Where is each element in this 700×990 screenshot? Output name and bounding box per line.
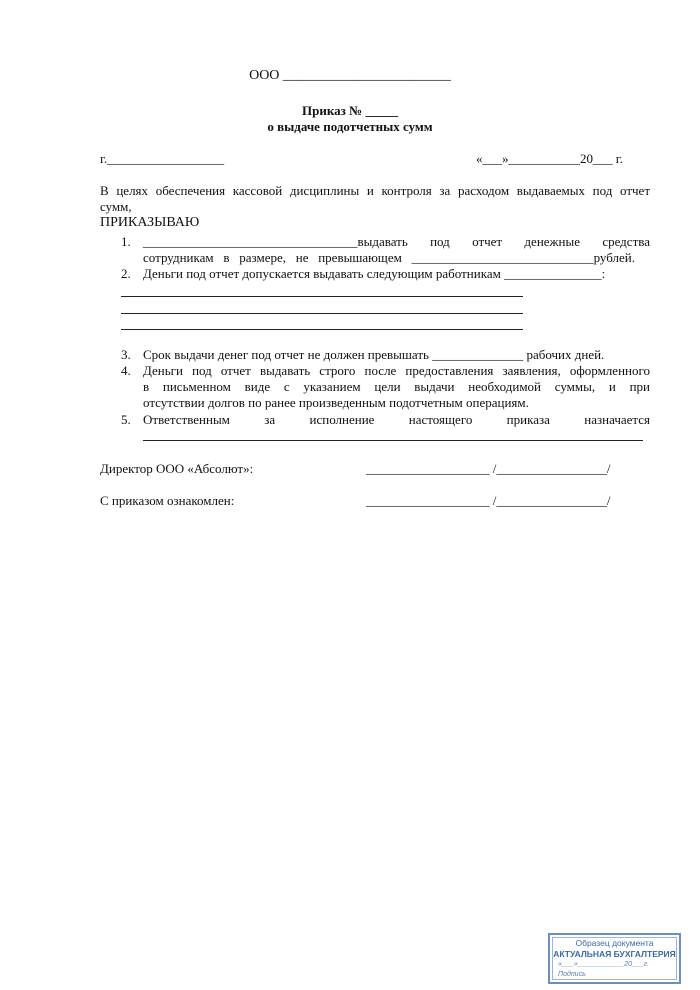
item-3-line-1: Срок выдачи денег под отчет не должен превышать ______________ рабочих дней. bbox=[143, 347, 605, 362]
director-label: Директор ООО «Абсолют»: bbox=[100, 461, 254, 476]
director-signature-line: ___________________ /_________________/ bbox=[366, 461, 611, 476]
item-1-line-1: _________________________________выдавать под отчет денежные средства bbox=[143, 234, 650, 249]
organization-name: ООО ________________________ bbox=[249, 68, 451, 83]
intro-line-1: В целях обеспечения кассовой дисциплины и контроля за расходом выдаваемых под отчет bbox=[100, 183, 650, 198]
item-4-line-2: в письменном виде с указанием цели выдачи необходимой суммы, и при bbox=[143, 379, 650, 394]
acquainted-signature-line: ___________________ /_________________/ bbox=[366, 493, 611, 508]
employee-blank-line bbox=[121, 313, 523, 314]
city-field: г.__________________ bbox=[100, 151, 225, 166]
item-4-number: 4. bbox=[121, 363, 131, 378]
stamp-line-1: Образец документа bbox=[575, 938, 654, 948]
stamp-line-3: «___»____________20___г. bbox=[558, 961, 650, 968]
responsible-blank-line bbox=[143, 440, 643, 441]
sample-document-stamp bbox=[548, 933, 681, 984]
stamp-line-4: Подпись bbox=[558, 971, 586, 978]
stamp-line-2: АКТУАЛЬНАЯ БУХГАЛТЕРИЯ bbox=[553, 949, 676, 959]
item-2-number: 2. bbox=[121, 266, 131, 281]
item-4-line-3: отсутствии долгов по ранее произведенным подотчетным операциям. bbox=[143, 395, 529, 410]
employee-blank-line bbox=[121, 296, 523, 297]
item-5-number: 5. bbox=[121, 412, 131, 427]
order-word: ПРИКАЗЫВАЮ bbox=[100, 215, 200, 230]
order-title: Приказ № _____ bbox=[302, 103, 398, 118]
item-1-line-2: сотрудникам в размере, не превышающем ____________________________рублей. bbox=[143, 250, 635, 265]
item-2-line-1: Деньги под отчет допускается выдавать следующим работникам _______________: bbox=[143, 266, 606, 281]
date-field: «___»___________20___ г. bbox=[476, 151, 623, 166]
item-4-line-1: Деньги под отчет выдавать строго после предоставления заявления, оформленного bbox=[143, 363, 650, 378]
acquainted-label: С приказом ознакомлен: bbox=[100, 493, 235, 508]
order-subtitle: о выдаче подотчетных сумм bbox=[267, 119, 433, 134]
item-1-number: 1. bbox=[121, 234, 131, 249]
employee-blank-line bbox=[121, 329, 523, 330]
item-5-line-1: Ответственным за исполнение настоящего приказа назначается bbox=[143, 412, 650, 427]
item-3-number: 3. bbox=[121, 347, 131, 362]
intro-line-2: сумм, bbox=[100, 199, 132, 214]
